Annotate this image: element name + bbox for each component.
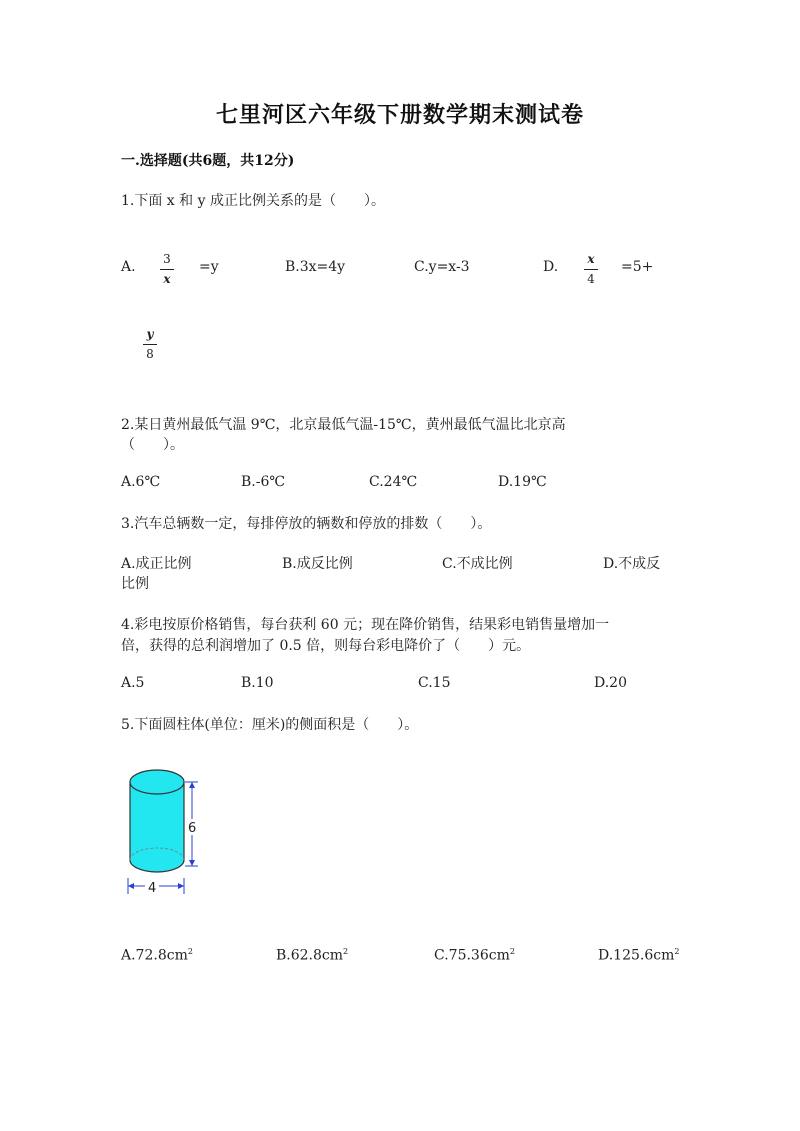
q1-option-d-fraction	[584, 252, 598, 286]
diameter-arrow-right	[178, 883, 184, 889]
q2-option-c: C.24℃	[369, 474, 418, 490]
q5-option-c-text: C.75.36cm	[434, 947, 510, 964]
q2-option-a: A.6℃	[121, 474, 161, 490]
fraction-bar	[584, 269, 598, 270]
height-arrow-up	[189, 782, 195, 788]
q5-option-b	[276, 947, 348, 964]
q3-option-c: C.不成比例	[442, 556, 513, 572]
unit-superscript: 2	[674, 947, 680, 956]
fraction-bar	[160, 269, 174, 270]
q2-option-b: B.-6℃	[241, 474, 286, 490]
q1-option-d-mid: =5+	[621, 259, 654, 275]
unit-superscript: 2	[343, 947, 349, 956]
cylinder-figure	[118, 760, 208, 905]
section-heading: 一.选择题(共6题，共12分)	[121, 153, 295, 169]
q1-d-numerator-2: y	[146, 327, 154, 341]
height-label: 6	[188, 821, 197, 836]
q1-d-denominator: 4	[587, 272, 595, 286]
page-title: 七里河区六年级下册数学期末测试卷	[215, 102, 584, 128]
q1-option-b: B.3x=4y	[285, 259, 346, 275]
cylinder-top	[130, 770, 184, 794]
q4-option-c: C.15	[418, 675, 451, 691]
diameter-label: 4	[148, 881, 157, 896]
q3-option-d-line1: D.不成反	[603, 556, 661, 572]
fraction-bar	[143, 344, 157, 345]
q1-a-denominator: x	[163, 272, 171, 286]
q4-option-d: D.20	[594, 675, 627, 691]
q1-option-a-fraction	[160, 252, 174, 286]
q1-a-numerator: 3	[163, 252, 171, 266]
question-5-stem: 5.下面圆柱体(单位：厘米)的侧面积是（ ）。	[121, 717, 419, 733]
q1-option-a-suffix: =y	[199, 259, 219, 275]
q1-option-a-prefix: A.	[121, 259, 136, 275]
diameter-arrow-left	[128, 883, 134, 889]
q5-option-a-text: A.72.8cm	[121, 947, 188, 964]
height-arrow-down	[189, 860, 195, 866]
cylinder-body	[130, 782, 184, 872]
q1-d-numerator: x	[587, 252, 595, 266]
question-2-stem-line1: 2.某日黄州最低气温 9℃，北京最低气温-15℃，黄州最低气温比北京高	[121, 417, 566, 433]
q1-option-c: C.y=x-3	[414, 259, 470, 275]
q5-option-d	[598, 947, 679, 964]
question-4-stem-line2: 倍，获得的总利润增加了 0.5 倍，则每台彩电降价了（ ）元。	[121, 638, 531, 654]
q5-option-a	[121, 947, 193, 964]
q2-option-d: D.19℃	[498, 474, 547, 490]
q1-d-denominator-2: 8	[146, 347, 154, 361]
q5-option-b-text: B.62.8cm	[276, 947, 344, 964]
q5-option-c	[434, 947, 515, 964]
q3-option-b: B.成反比例	[282, 556, 353, 572]
q4-option-a: A.5	[121, 675, 145, 691]
q4-option-b: B.10	[241, 675, 274, 691]
q3-option-a: A.成正比例	[121, 556, 192, 572]
unit-superscript: 2	[187, 947, 193, 956]
q1-option-d-fraction-2	[143, 327, 157, 361]
question-3-stem: 3.汽车总辆数一定，每排停放的辆数和停放的排数（ ）。	[121, 516, 492, 532]
question-2-stem-line2: （ ）。	[121, 437, 184, 453]
question-4-stem-line1: 4.彩电按原价格销售，每台获利 60 元；现在降价销售，结果彩电销售量增加一	[121, 617, 610, 633]
q1-option-d-prefix: D.	[543, 259, 559, 275]
unit-superscript: 2	[509, 947, 515, 956]
question-1-stem: 1.下面 x 和 y 成正比例关系的是（ ）。	[121, 193, 385, 209]
q5-option-d-text: D.125.6cm	[598, 947, 675, 964]
q3-option-d-line2: 比例	[121, 576, 149, 592]
